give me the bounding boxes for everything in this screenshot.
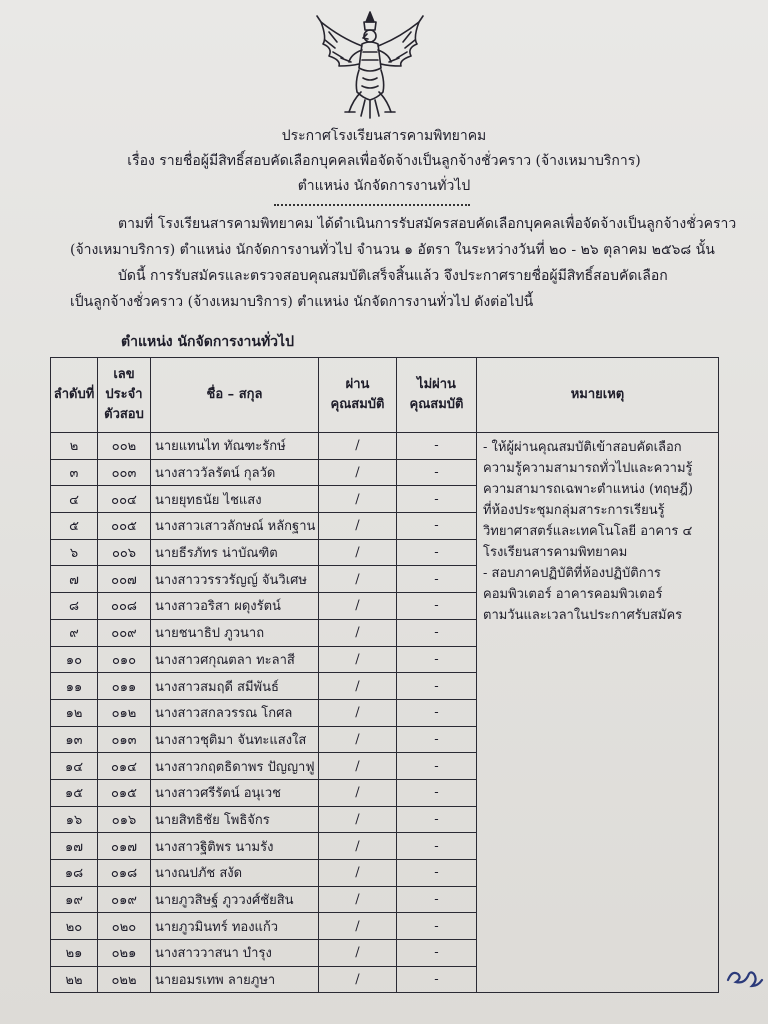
order-cell: ๒๒ bbox=[51, 966, 98, 993]
order-cell: ๑๓ bbox=[51, 726, 98, 753]
exam-number-cell: ๐๑๑ bbox=[98, 673, 151, 700]
exam-number-cell: ๐๑๗ bbox=[98, 833, 151, 860]
order-cell: ๒๑ bbox=[51, 940, 98, 967]
pass-cell: / bbox=[319, 566, 397, 593]
header-name: ชื่อ – สกุล bbox=[151, 358, 319, 433]
header-exam-number: เลขประจำตัวสอบ bbox=[98, 358, 151, 433]
order-cell: ๑๙ bbox=[51, 886, 98, 913]
name-cell: นางสาวชุติมา จันทะแสงใส bbox=[151, 726, 319, 753]
table-header-row bbox=[51, 358, 719, 433]
pass-cell: / bbox=[319, 860, 397, 887]
order-cell: ๑๖ bbox=[51, 806, 98, 833]
fail-cell: - bbox=[397, 513, 477, 540]
remark-line: โรงเรียนสารคามพิทยาคม bbox=[483, 545, 628, 560]
name-cell: นายชนาธิป ภูวนาถ bbox=[151, 619, 319, 646]
body-paragraph-line-2: (จ้างเหมาบริการ) ตำแหน่ง นักจัดการงานทั่วไป จำนวน ๑ อัตรา ในระหว่างวันที่ ๒๐ - ๒๖ ตุลาคม ๒๕๖๘ นั้น bbox=[70, 242, 715, 258]
order-cell: ๒ bbox=[51, 433, 98, 460]
order-cell: ๓ bbox=[51, 459, 98, 486]
name-cell: นางสาวสมฤดี สมีพันธ์ bbox=[151, 673, 319, 700]
fail-cell: - bbox=[397, 433, 477, 460]
pass-cell: / bbox=[319, 699, 397, 726]
pass-cell: / bbox=[319, 806, 397, 833]
fail-cell: - bbox=[397, 619, 477, 646]
fail-cell: - bbox=[397, 673, 477, 700]
exam-number-cell: ๐๐๒ bbox=[98, 433, 151, 460]
section-title: ตำแหน่ง นักจัดการงานทั่วไป bbox=[121, 334, 294, 350]
name-cell: นางสาวสกลวรรณ โกศล bbox=[151, 699, 319, 726]
exam-number-cell: ๐๐๘ bbox=[98, 593, 151, 620]
table-row bbox=[51, 433, 719, 460]
fail-cell: - bbox=[397, 459, 477, 486]
name-cell: นายยุทธนัย ไชแสง bbox=[151, 486, 319, 513]
pass-cell: / bbox=[319, 619, 397, 646]
exam-number-cell: ๐๑๐ bbox=[98, 646, 151, 673]
exam-number-cell: ๐๑๘ bbox=[98, 860, 151, 887]
fail-cell: - bbox=[397, 699, 477, 726]
handwritten-initial-icon bbox=[724, 962, 764, 990]
name-cell: นายภูวมินทร์ ทองแก้ว bbox=[151, 913, 319, 940]
fail-cell: - bbox=[397, 966, 477, 993]
fail-cell: - bbox=[397, 646, 477, 673]
exam-number-cell: ๐๒๑ bbox=[98, 940, 151, 967]
announcement-subject: เรื่อง รายชื่อผู้มีสิทธิ์สอบคัดเลือกบุคคลเพื่อจัดจ้างเป็นลูกจ้างชั่วคราว (จ้างเหมาบริการ) bbox=[127, 153, 641, 169]
remark-line: ที่ห้องประชุมกลุ่มสาระการเรียนรู้ bbox=[483, 503, 665, 518]
fail-cell: - bbox=[397, 593, 477, 620]
name-cell: นายสิทธิชัย โพธิจักร bbox=[151, 806, 319, 833]
exam-number-cell: ๐๑๔ bbox=[98, 753, 151, 780]
remark-cell bbox=[477, 433, 719, 993]
exam-number-cell: ๐๐๕ bbox=[98, 513, 151, 540]
exam-number-cell: ๐๐๓ bbox=[98, 459, 151, 486]
fail-cell: - bbox=[397, 806, 477, 833]
order-cell: ๑๕ bbox=[51, 779, 98, 806]
remark-line: - ให้ผู้ผ่านคุณสมบัติเข้าสอบคัดเลือก bbox=[483, 440, 682, 455]
fail-cell: - bbox=[397, 886, 477, 913]
fail-cell: - bbox=[397, 539, 477, 566]
name-cell: นางสาวศรีรัตน์ อนุเวช bbox=[151, 779, 319, 806]
order-cell: ๒๐ bbox=[51, 913, 98, 940]
exam-number-cell: ๐๐๔ bbox=[98, 486, 151, 513]
fail-cell: - bbox=[397, 913, 477, 940]
name-cell: นางสาวกฤตธิดาพร ปัญญาฟู bbox=[151, 753, 319, 780]
exam-number-cell: ๐๒๐ bbox=[98, 913, 151, 940]
fail-cell: - bbox=[397, 860, 477, 887]
exam-number-cell: ๐๐๖ bbox=[98, 539, 151, 566]
order-cell: ๗ bbox=[51, 566, 98, 593]
order-cell: ๑๔ bbox=[51, 753, 98, 780]
name-cell: นางสาวอริสา ผดุงรัตน์ bbox=[151, 593, 319, 620]
order-cell: ๑๘ bbox=[51, 860, 98, 887]
order-cell: ๘ bbox=[51, 593, 98, 620]
remark-line: ความรู้ความสามารถทั่วไปและความรู้ bbox=[483, 461, 693, 476]
pass-cell: / bbox=[319, 833, 397, 860]
dotted-divider bbox=[274, 204, 470, 206]
fail-cell: - bbox=[397, 833, 477, 860]
candidate-table bbox=[50, 357, 719, 993]
fail-cell: - bbox=[397, 940, 477, 967]
pass-cell: / bbox=[319, 966, 397, 993]
remark-line: ตามวันและเวลาในประกาศรับสมัคร bbox=[483, 608, 683, 623]
body-paragraph-line-3: บัดนี้ การรับสมัครและตรวจสอบคุณสมบัติเสร็จสิ้นแล้ว จึงประกาศรายชื่อผู้มีสิทธิ์สอบคัดเลือก bbox=[118, 268, 668, 284]
header-order: ลำดับที่ bbox=[51, 358, 98, 433]
announcement-title: ประกาศโรงเรียนสารคามพิทยาคม bbox=[281, 128, 487, 144]
pass-cell: / bbox=[319, 513, 397, 540]
header-fail: ไม่ผ่านคุณสมบัติ bbox=[397, 358, 477, 433]
announcement-position: ตำแหน่ง นักจัดการงานทั่วไป bbox=[297, 178, 471, 194]
fail-cell: - bbox=[397, 779, 477, 806]
pass-cell: / bbox=[319, 913, 397, 940]
order-cell: ๑๗ bbox=[51, 833, 98, 860]
name-cell: นายแทนไท ทัณฑะรักษ์ bbox=[151, 433, 319, 460]
name-cell: นางณปภัช สงัด bbox=[151, 860, 319, 887]
pass-cell: / bbox=[319, 539, 397, 566]
pass-cell: / bbox=[319, 646, 397, 673]
header-pass: ผ่านคุณสมบัติ bbox=[319, 358, 397, 433]
fail-cell: - bbox=[397, 753, 477, 780]
exam-number-cell: ๐๐๗ bbox=[98, 566, 151, 593]
fail-cell: - bbox=[397, 486, 477, 513]
name-cell: นางสาวศกุณตลา ทะลาสี bbox=[151, 646, 319, 673]
fail-cell: - bbox=[397, 566, 477, 593]
order-cell: ๑๒ bbox=[51, 699, 98, 726]
exam-number-cell: ๐๑๒ bbox=[98, 699, 151, 726]
name-cell: นางสาววรรวรัญญ์ จันวิเศษ bbox=[151, 566, 319, 593]
exam-number-cell: ๐๑๙ bbox=[98, 886, 151, 913]
exam-number-cell: ๐๑๓ bbox=[98, 726, 151, 753]
name-cell: นางสาววัลรัตน์ กุลวัด bbox=[151, 459, 319, 486]
pass-cell: / bbox=[319, 940, 397, 967]
order-cell: ๑๐ bbox=[51, 646, 98, 673]
order-cell: ๔ bbox=[51, 486, 98, 513]
name-cell: นายภูวสิษฐ์ ภูววงศ์ชัยสิน bbox=[151, 886, 319, 913]
pass-cell: / bbox=[319, 779, 397, 806]
name-cell: นายอมรเทพ ลายภูษา bbox=[151, 966, 319, 993]
header-remark: หมายเหตุ bbox=[477, 358, 719, 433]
exam-number-cell: ๐๑๖ bbox=[98, 806, 151, 833]
exam-number-cell: ๐๒๒ bbox=[98, 966, 151, 993]
remark-line: คอมพิวเตอร์ อาคารคอมพิวเตอร์ bbox=[483, 587, 663, 602]
order-cell: ๕ bbox=[51, 513, 98, 540]
pass-cell: / bbox=[319, 726, 397, 753]
remark-line: - สอบภาคปฏิบัติที่ห้องปฏิบัติการ bbox=[483, 566, 661, 581]
order-cell: ๖ bbox=[51, 539, 98, 566]
name-cell: นางสาวเสาวลักษณ์ หลักฐาน bbox=[151, 513, 319, 540]
exam-number-cell: ๐๑๕ bbox=[98, 779, 151, 806]
body-paragraph-line-4: เป็นลูกจ้างชั่วคราว (จ้างเหมาบริการ) ตำแหน่ง นักจัดการงานทั่วไป ดังต่อไปนี้ bbox=[70, 294, 534, 310]
remark-line: วิทยาศาสตร์และเทคโนโลยี อาคาร ๔ bbox=[483, 524, 693, 539]
pass-cell: / bbox=[319, 433, 397, 460]
order-cell: ๙ bbox=[51, 619, 98, 646]
name-cell: นางสาววาสนา บำรุง bbox=[151, 940, 319, 967]
pass-cell: / bbox=[319, 459, 397, 486]
exam-number-cell: ๐๐๙ bbox=[98, 619, 151, 646]
name-cell: นางสาวฐิติพร นามรัง bbox=[151, 833, 319, 860]
pass-cell: / bbox=[319, 886, 397, 913]
order-cell: ๑๑ bbox=[51, 673, 98, 700]
pass-cell: / bbox=[319, 753, 397, 780]
pass-cell: / bbox=[319, 486, 397, 513]
garuda-emblem-icon bbox=[311, 8, 429, 120]
remark-line: ความสามารถเฉพาะตำแหน่ง (ทฤษฎี) bbox=[483, 482, 693, 497]
name-cell: นายธีรภัทร น่าบัณฑิต bbox=[151, 539, 319, 566]
body-paragraph-line-1: ตามที่ โรงเรียนสารคามพิทยาคม ได้ดำเนินการรับสมัครสอบคัดเลือกบุคคลเพื่อจัดจ้างเป็นลูกจ้างชั่วคราว bbox=[118, 216, 737, 232]
pass-cell: / bbox=[319, 593, 397, 620]
pass-cell: / bbox=[319, 673, 397, 700]
fail-cell: - bbox=[397, 726, 477, 753]
